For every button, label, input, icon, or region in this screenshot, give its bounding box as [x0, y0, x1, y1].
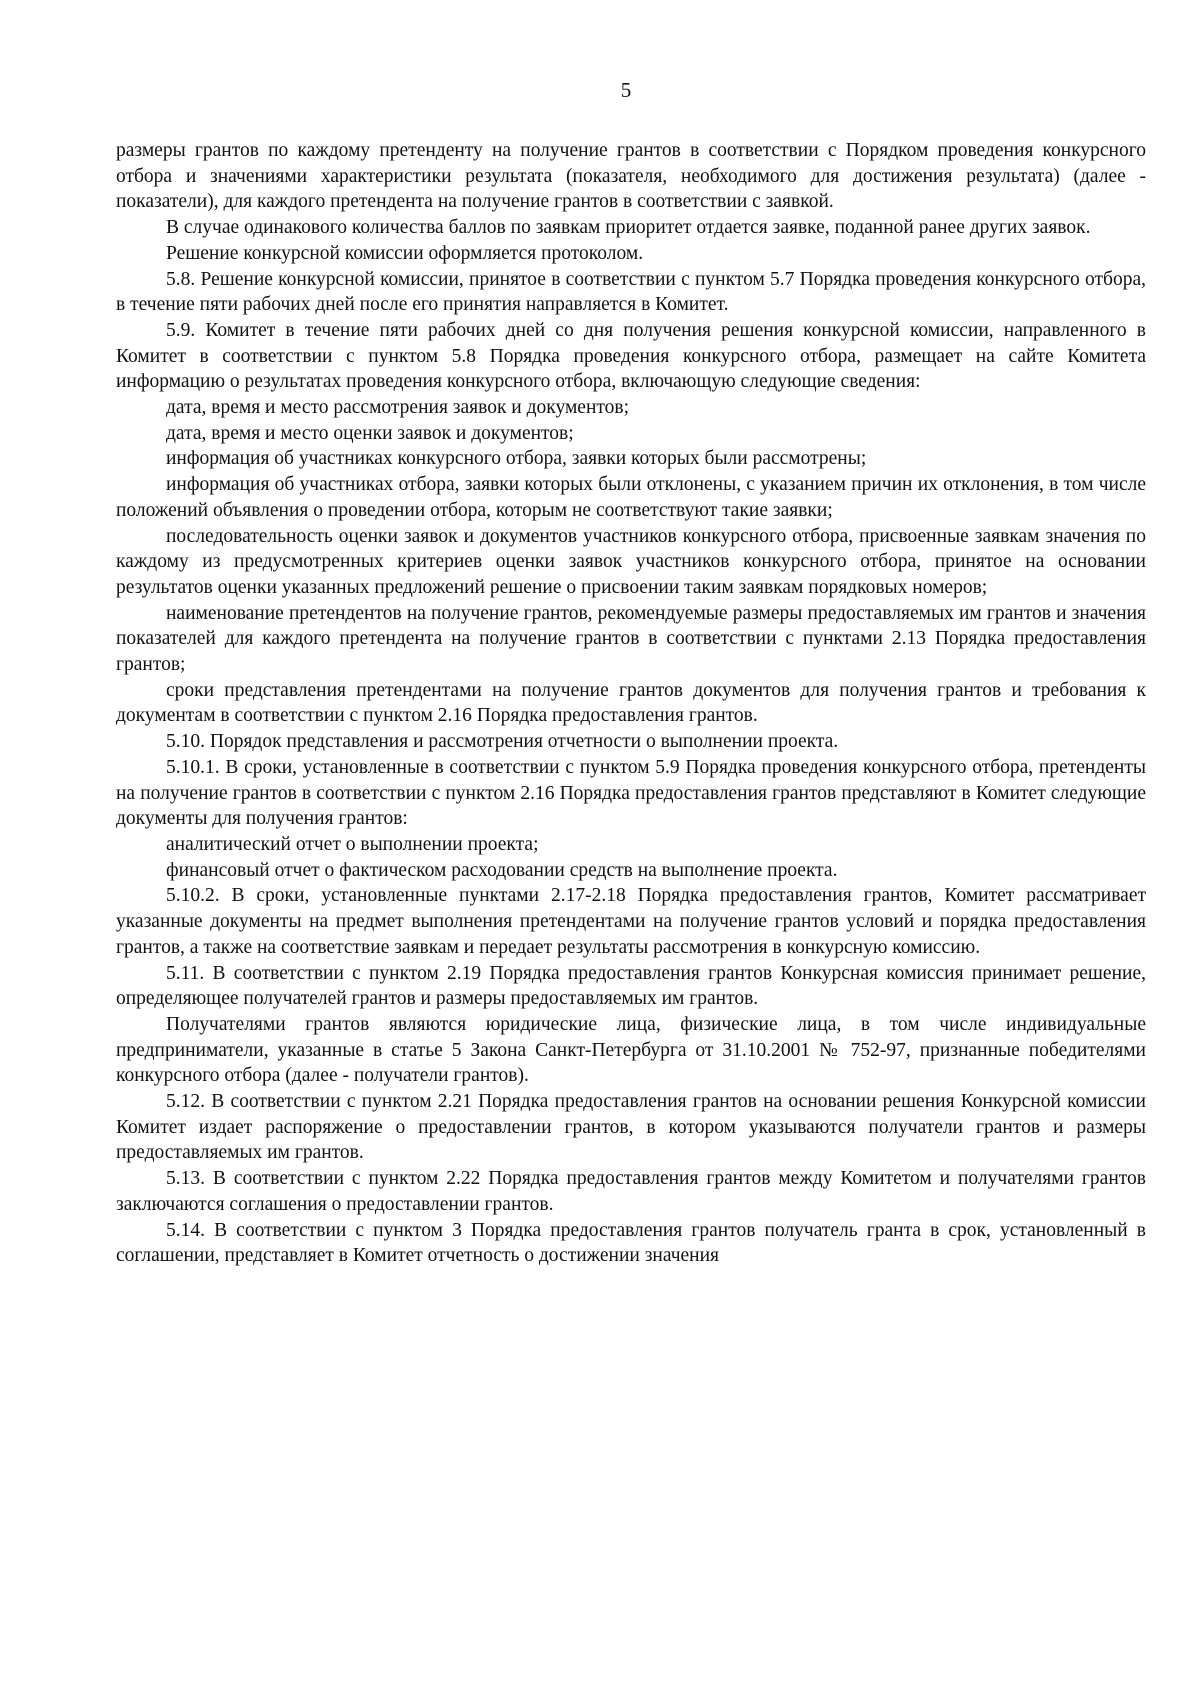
paragraph: Получателями грантов являются юридические лица, физические лица, в том числе индивидуальные предприниматели, указанные в статье 5 Закона Санкт-Петербурга от 31.10.2001 № 752-97, признанные победителями конкурсного отбора (далее - получатели грантов). — [116, 1013, 1146, 1087]
list-item: аналитический отчет о выполнении проекта; — [166, 833, 539, 855]
list-item: информация об участниках конкурсного отбора, заявки которых были рассмотрены; — [166, 448, 867, 470]
page-number: 5 — [620, 78, 632, 102]
list-item: информация об участниках отбора, заявки которых были отклонены, с указанием причин их отклонения, в том числе положений объявления о проведении отбора, которым не соответствуют такие заявки; — [116, 474, 1146, 521]
paragraph: размеры грантов по каждому претенденту на получение грантов в соответствии с Порядком проведения конкурсного отбора и значениями характеристики результата (показателя, необходимого для достижения результата) (далее - показатели), для каждого претендента на получение грантов в соответствии с заявкой. — [116, 140, 1146, 213]
list-item: сроки представления претендентами на получение грантов документов для получения грантов и требования к документам в соответствии с пунктом 2.16 Порядка предоставления грантов. — [116, 679, 1146, 727]
paragraph: 5.13. В соответствии с пунктом 2.22 Порядка предоставления грантов между Комитетом и получателями грантов заключаются соглашения о предоставлении грантов. — [116, 1168, 1146, 1215]
list-item: дата, время и место оценки заявок и документов; — [166, 422, 574, 444]
list-item: финансовый отчет о фактическом расходовании средств на выполнение проекта. — [166, 859, 838, 881]
paragraph: 5.10. Порядок представления и рассмотрения отчетности о выполнении проекта. — [166, 731, 839, 753]
paragraph: 5.10.2. В сроки, установленные пунктами 2.17-2.18 Порядка предоставления грантов, Комитет рассматривает указанные документы на предмет выполнения претендентами на получение грантов условий и порядка предоставления грантов, а также на соответствие заявкам и передает результаты рассмотрения в конкурсную комиссию. — [116, 885, 1146, 958]
list-item: наименование претендентов на получение грантов, рекомендуемые размеры предоставляемых им грантов и значения показателей для каждого претендента на получение грантов в соответствии с пунктами 2.13 Порядка предоставления грантов; — [116, 602, 1146, 676]
list-item: последовательность оценки заявок и документов участников конкурсного отбора, присвоенные заявкам значения по каждому из предусмотренных критериев оценки заявок участников конкурсного отбора, принятое на основании результатов оценки указанных предложений решение о присвоении таким заявкам порядковых номеров; — [116, 525, 1146, 598]
paragraph: 5.9. Комитет в течение пяти рабочих дней со дня получения решения конкурсной комиссии, направленного в Комитет в соответствии с пунктом 5.8 Порядка проведения конкурсного отбора, размещает на сайте Комитета информацию о результатах проведения конкурсного отбора, включающую следующие сведения: — [116, 319, 1146, 393]
paragraph: 5.12. В соответствии с пунктом 2.21 Порядка предоставления грантов на основании решения Конкурсной комиссии Комитет издает распоряжение о предоставлении грантов, в котором указываются получатели грантов и размеры предоставляемых им грантов. — [116, 1091, 1146, 1164]
list-item: дата, время и место рассмотрения заявок и документов; — [166, 397, 630, 419]
paragraph: 5.14. В соответствии с пунктом 3 Порядка предоставления грантов получатель гранта в срок, установленный в соглашении, представляет в Комитет отчетность о достижении значения — [116, 1219, 1146, 1267]
paragraph: 5.8. Решение конкурсной комиссии, принятое в соответствии с пунктом 5.7 Порядка проведения конкурсного отбора, в течение пяти рабочих дней после его принятия направляется в Комитет. — [116, 268, 1146, 316]
paragraph: В случае одинакового количества баллов по заявкам приоритет отдается заявке, поданной ранее других заявок. — [166, 217, 1091, 239]
paragraph: 5.11. В соответствии с пунктом 2.19 Порядка предоставления грантов Конкурсная комиссия принимает решение, определяющее получателей грантов и размеры предоставляемых им грантов. — [116, 962, 1146, 1010]
document-body — [116, 138, 1146, 1269]
paragraph: Решение конкурсной комиссии оформляется протоколом. — [166, 242, 644, 264]
paragraph: 5.10.1. В сроки, установленные в соответствии с пунктом 5.9 Порядка проведения конкурсного отбора, претенденты на получение грантов в соответствии с пунктом 2.16 Порядка предоставления грантов представляют в Комитет следующие документы для получения грантов: — [116, 756, 1146, 830]
